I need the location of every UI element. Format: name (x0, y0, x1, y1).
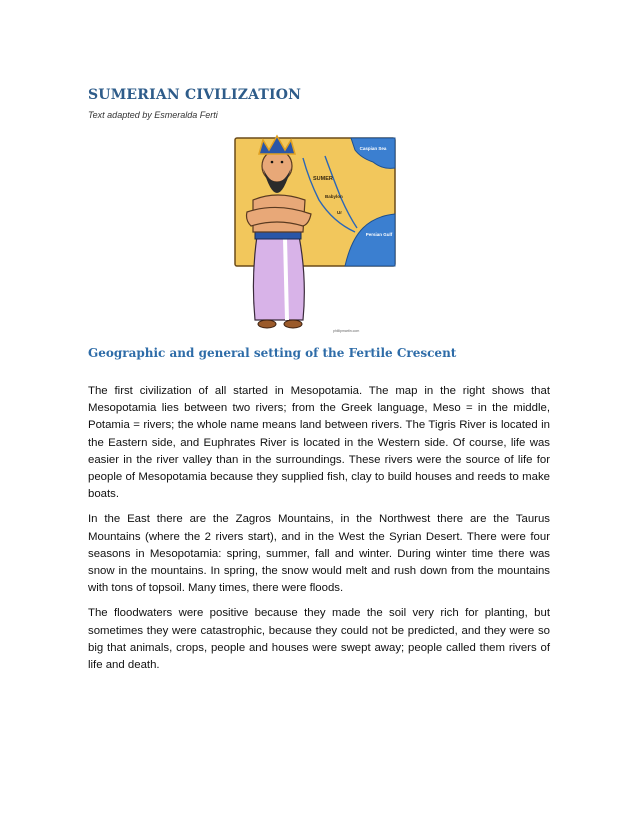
sumerian-king-map-illustration (233, 128, 398, 336)
illustration-credit: phillipmartin.com (333, 329, 360, 333)
paragraph-3: The floodwaters were positive because they made the soil very rich for planting, but sometimes they were catastrophic, because they could not be predicted, and they were so big that animals, crops, people and houses were swept away; people called them rivers of life and death. (88, 607, 550, 672)
section-heading: Geographic and general setting of the Fertile Crescent (88, 346, 457, 360)
king-robe (253, 236, 304, 320)
king-foot-right (284, 320, 302, 328)
body-text (88, 383, 550, 682)
king-eye-left (271, 161, 274, 164)
author-credit: Text adapted by Esmeralda Ferti (88, 110, 218, 120)
king-robe-stripe (285, 238, 287, 320)
king-eye-right (281, 161, 284, 164)
king-belt (255, 232, 301, 239)
map-label-persian-gulf: Persian Gulf (365, 232, 393, 237)
illustration-svg (233, 128, 398, 336)
paragraph-1: The first civilization of all started in Mesopotamia. The map in the right shows that Mesopotamia lies between two rivers; from the Greek language, Meso = in the middle, Potamia = rivers; the whole name means land between rivers. The Tigris River is located in the Eastern side, and Euphrates River is located in the Western side. Of course, life was easier in the river valley than in the surroundings. These rivers were the source of life for people of Mesopotamia because they supplied fish, clay to build houses and reeds to make boats. (88, 385, 550, 501)
king-foot-left (258, 320, 276, 328)
paragraph-2: In the East there are the Zagros Mountains, in the Northwest there are the Taurus Mountains (where the 2 rivers start), and in the West the Syrian Desert. There were four seasons in Mesopotamia: spring, summer, fall and winter. During winter time there was snow in the mountains. In spring, the snow would melt and rush down from the mountains with tons of topsoil. Many times, there were floods. (88, 513, 550, 595)
map-label-babylon: Babylon (325, 194, 343, 199)
map-label-caspian: Caspian Sea (359, 146, 387, 151)
map-label-ur: Ur (337, 210, 343, 215)
map-label-sumer: SUMER (313, 176, 333, 182)
document-title: SUMERIAN CIVILIZATION (88, 87, 302, 103)
